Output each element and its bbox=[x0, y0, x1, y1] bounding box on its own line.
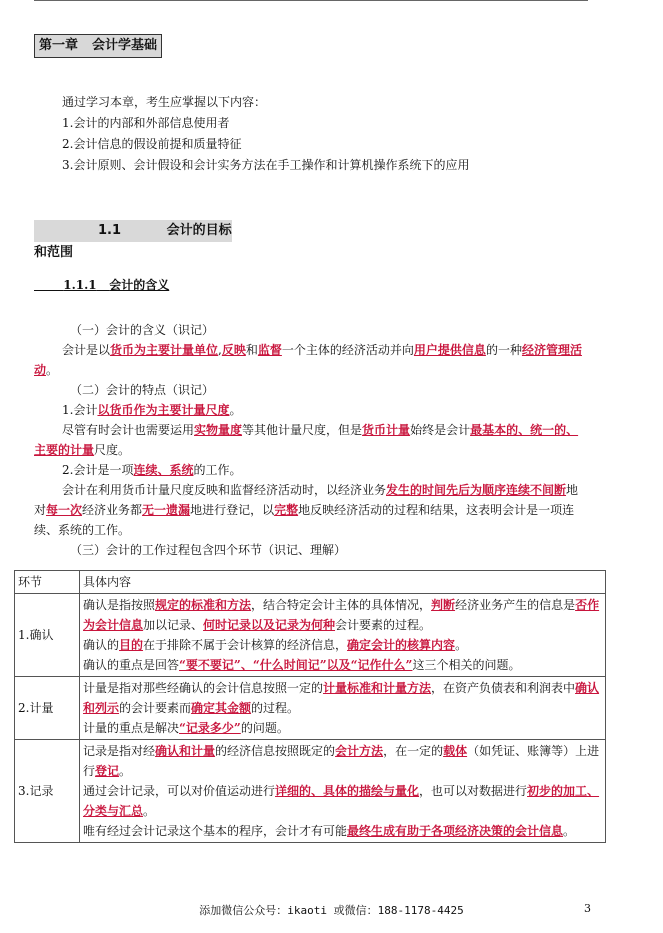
stage-content bbox=[80, 594, 606, 677]
features-heading: （二）会计的特点（识记） bbox=[70, 383, 215, 397]
text: 计量是指对那些经确认的会计信息按照一定的 bbox=[83, 681, 324, 695]
text: 和 bbox=[245, 343, 258, 357]
content-line bbox=[83, 678, 602, 718]
key-term: 每一次 bbox=[46, 503, 83, 517]
key-term: 会计方法 bbox=[335, 744, 384, 758]
content-line bbox=[83, 821, 602, 841]
column-header-content: 具体内容 bbox=[80, 571, 606, 594]
intro-item: 1.会计的内部和外部信息使用者 bbox=[62, 116, 230, 130]
content-line bbox=[83, 635, 602, 655]
meaning-heading: （一）会计的含义（识记） bbox=[70, 323, 215, 337]
section-number: 1.1 bbox=[98, 223, 122, 238]
text: 1.会计 bbox=[62, 403, 98, 417]
content-line bbox=[83, 781, 602, 821]
content-line bbox=[83, 595, 602, 635]
text: 。 bbox=[46, 363, 59, 377]
page-number: 3 bbox=[584, 902, 591, 915]
feature-paragraph bbox=[34, 420, 590, 460]
table-row bbox=[15, 677, 606, 740]
text: 。 bbox=[455, 638, 468, 652]
text: 地反映经济活动的过程和结果，这表明会计是一项连续、系统的工作。 bbox=[34, 503, 575, 537]
key-term: 经济管理活动 bbox=[34, 343, 582, 377]
table-row bbox=[15, 740, 606, 843]
table-row bbox=[15, 594, 606, 677]
key-term: “记录多少” bbox=[179, 721, 241, 735]
text: 在于排除不属于会计核算的经济信息， bbox=[143, 638, 348, 652]
subsection-heading bbox=[34, 276, 169, 293]
text: 确认的 bbox=[83, 638, 120, 652]
text: 等其他计量尺度，但是 bbox=[242, 423, 363, 437]
key-term: 以货币作为主要计量尺度 bbox=[97, 403, 230, 417]
text: 加以记录、 bbox=[143, 618, 204, 632]
text: 的过程。 bbox=[251, 701, 300, 715]
key-term: 货币计量 bbox=[362, 423, 411, 437]
text: ，也可以对数据进行 bbox=[419, 784, 528, 798]
content-line bbox=[83, 718, 602, 738]
key-term: 无一遗漏 bbox=[142, 503, 191, 517]
text: 会计在利用货币计量尺度反映和监督经济活动时，以经济业务 bbox=[62, 483, 387, 497]
stage-label: 3.记录 bbox=[15, 740, 80, 843]
chapter-number: 第一章 bbox=[39, 38, 79, 53]
text: 的一种 bbox=[485, 343, 522, 357]
key-term: 最终生成有助于各项经济决策的会计信息 bbox=[347, 824, 564, 838]
intro-lead: 通过学习本章，考生应掌握以下内容： bbox=[62, 95, 267, 109]
text: , bbox=[218, 343, 222, 357]
text: （如凭证、账簿等）上进行 bbox=[83, 744, 600, 778]
section-title: 会计的目标和范围 bbox=[34, 223, 232, 260]
text: 通过会计记录，可以对价值运动进行 bbox=[83, 784, 276, 798]
chapter-title: 会计学基础 bbox=[92, 38, 158, 53]
key-term: 货币为主要计量单位 bbox=[110, 343, 219, 357]
stage-content bbox=[80, 677, 606, 740]
text: 确认是指按照 bbox=[83, 598, 156, 612]
text: 经济业务产生的信息是 bbox=[455, 598, 576, 612]
feature-paragraph bbox=[34, 480, 590, 540]
key-term: 发生的时间先后为顺序连续不间断 bbox=[386, 483, 567, 497]
key-term: 用户提供信息 bbox=[413, 343, 486, 357]
page-footer: 添加微信公众号：ikaoti 或微信：188-1178-4425 bbox=[199, 904, 464, 917]
text: 尽管有时会计也需要运用 bbox=[62, 423, 195, 437]
meaning-paragraph bbox=[34, 340, 590, 380]
stage-label: 2.计量 bbox=[15, 677, 80, 740]
text: 唯有经过会计记录这个基本的程序，会计才有可能 bbox=[83, 824, 348, 838]
key-term: 最基本的、统一的、主要的计量 bbox=[34, 423, 579, 457]
key-term: 确认和列示 bbox=[83, 681, 600, 715]
key-term: 反映 bbox=[221, 343, 246, 357]
top-rule bbox=[34, 0, 588, 1]
key-term: 目的 bbox=[119, 638, 144, 652]
subsection-title: 会计的含义 bbox=[109, 278, 170, 292]
text: 记录是指对经 bbox=[83, 744, 156, 758]
key-term: 载体 bbox=[443, 744, 468, 758]
key-term: 确定其金额 bbox=[191, 701, 252, 715]
text: 。 bbox=[229, 403, 242, 417]
content-line bbox=[83, 741, 602, 781]
feature-item bbox=[34, 400, 590, 420]
stage-content bbox=[80, 740, 606, 843]
key-term: 完整 bbox=[274, 503, 299, 517]
text: ，在一定的 bbox=[383, 744, 444, 758]
text: 会计要素的过程。 bbox=[335, 618, 432, 632]
column-header-stage: 环节 bbox=[15, 571, 80, 594]
text: 确认的重点是回答 bbox=[83, 658, 180, 672]
key-term: “要不要记”、“什么时间记”以及“记作什么” bbox=[179, 658, 413, 672]
key-term: 判断 bbox=[431, 598, 456, 612]
text: 2.会计是一项 bbox=[62, 463, 134, 477]
key-term: 连续、系统 bbox=[133, 463, 194, 477]
subsection-number: 1.1.1 bbox=[63, 278, 97, 292]
key-term: 否作为会计信息 bbox=[83, 598, 600, 632]
text: ，在资产负债表和利润表中 bbox=[431, 681, 576, 695]
text: ，结合特定会计主体的具体情况， bbox=[251, 598, 432, 612]
content-line bbox=[83, 655, 602, 675]
process-table bbox=[14, 570, 606, 843]
key-term: 登记 bbox=[95, 764, 120, 778]
text: 一个主体的经济活动并向 bbox=[281, 343, 414, 357]
section-body bbox=[34, 320, 590, 560]
key-term: 实物量度 bbox=[194, 423, 243, 437]
key-term: 确认和计量 bbox=[155, 744, 216, 758]
text: 地进行登记，以 bbox=[190, 503, 275, 517]
section-heading bbox=[34, 220, 232, 260]
text: 。 bbox=[563, 824, 576, 838]
text: 尺度。 bbox=[94, 443, 131, 457]
text: 的会计要素而 bbox=[119, 701, 192, 715]
key-term: 何时记录以及记录为何种 bbox=[203, 618, 336, 632]
text: 经济业务都 bbox=[82, 503, 143, 517]
intro-item: 2.会计信息的假设前提和质量特征 bbox=[62, 137, 242, 151]
key-term: 计量标准和计量方法 bbox=[323, 681, 432, 695]
text: 会计是以 bbox=[62, 343, 111, 357]
key-term: 确定会计的核算内容 bbox=[347, 638, 456, 652]
text: 地对 bbox=[34, 483, 579, 517]
table-header-row bbox=[15, 571, 606, 594]
chapter-intro bbox=[62, 92, 469, 176]
text: 。 bbox=[119, 764, 132, 778]
key-term: 监督 bbox=[257, 343, 282, 357]
text: 这三个相关的问题。 bbox=[412, 658, 521, 672]
process-heading: （三）会计的工作过程包含四个环节（识记、理解） bbox=[70, 543, 347, 557]
stage-label: 1.确认 bbox=[15, 594, 80, 677]
text: 的问题。 bbox=[240, 721, 289, 735]
text: 计量的重点是解决 bbox=[83, 721, 180, 735]
text: 始终是会计 bbox=[410, 423, 471, 437]
intro-item: 3.会计原则、会计假设和会计实务方法在手工操作和计算机操作系统下的应用 bbox=[62, 158, 470, 172]
key-term: 规定的标准和方法 bbox=[155, 598, 252, 612]
text: 。 bbox=[143, 804, 156, 818]
feature-item bbox=[34, 460, 590, 480]
key-term: 详细的、具体的描绘与量化 bbox=[275, 784, 420, 798]
text: 的工作。 bbox=[193, 463, 242, 477]
key-term: 初步的加工、分类与汇总 bbox=[83, 784, 600, 818]
chapter-heading bbox=[34, 34, 162, 58]
text: 的经济信息按照既定的 bbox=[215, 744, 336, 758]
